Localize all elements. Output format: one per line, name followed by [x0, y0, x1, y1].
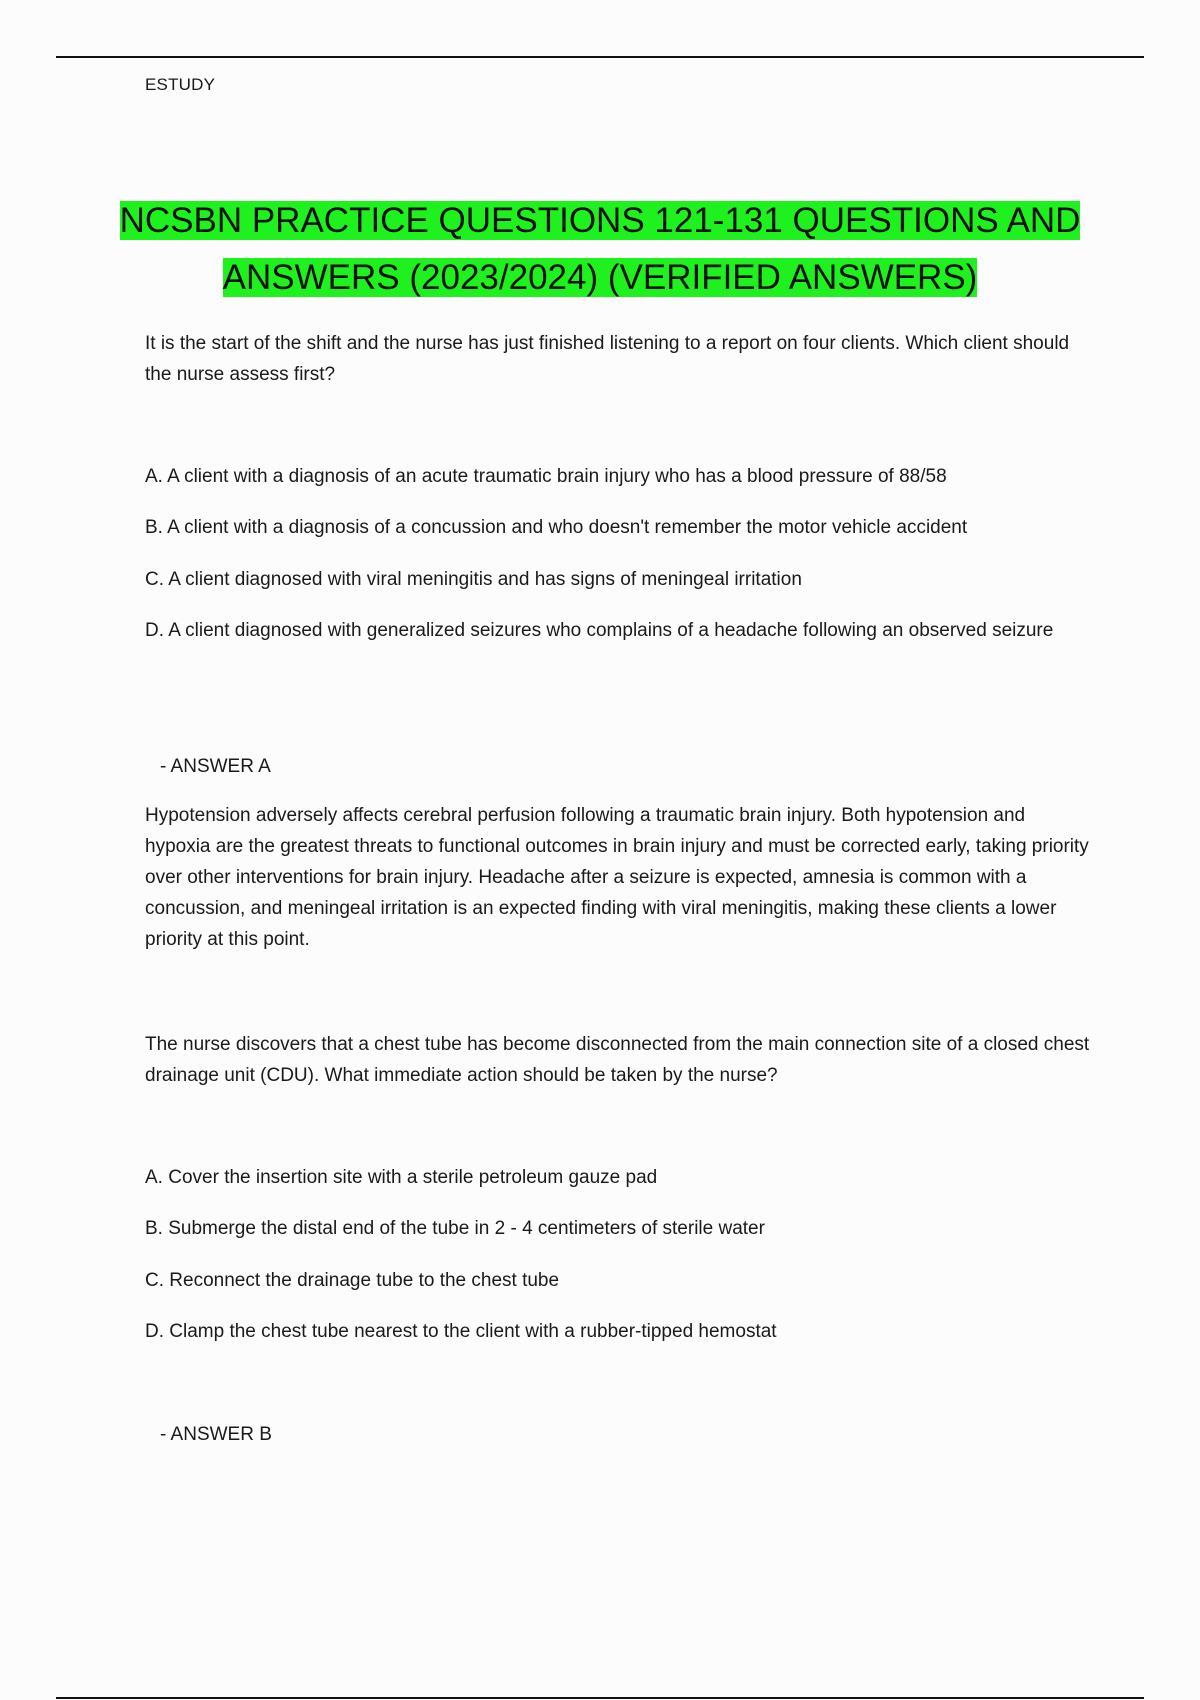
question-2-option-b: B. Submerge the distal end of the tube in 2 - 4 centimeters of sterile water: [145, 1218, 765, 1239]
question-2-option-c: C. Reconnect the drainage tube to the chest tube: [145, 1270, 560, 1291]
header-label: ESTUDY: [145, 75, 216, 94]
question-1-stem: It is the start of the shift and the nurse has just finished listening to a report on four clients. Which client should the nurse assess first?: [145, 333, 1070, 385]
question-1-option-a: A. A client with a diagnosis of an acute traumatic brain injury who has a blood pressure of 88/58: [145, 466, 947, 487]
question-2-option-d: D. Clamp the chest tube nearest to the client with a rubber-tipped hemostat: [145, 1321, 777, 1342]
title-line-1: NCSBN PRACTICE QUESTIONS 121-131 QUESTIONS AND: [119, 201, 1081, 240]
title-line-2: ANSWERS (2023/2024) (VERIFIED ANSWERS): [222, 258, 978, 297]
page-title: [100, 192, 1100, 306]
question-1-option-d: D. A client diagnosed with generalized seizures who complains of a headache following an observed seizure: [145, 620, 1054, 641]
question-1-rationale: Hypotension adversely affects cerebral perfusion following a traumatic brain injury. Both hypotension and hypoxia are the greatest threats to functional outcomes in brain injury and must be corrected early, taking priority over other interventions for brain injury. Headache after a seizure is expected, amnesia is common with a concussion, and meningeal irritation is an expected finding with viral meningitis, making these clients a lower priority at this point.: [145, 805, 1089, 950]
question-1-answer: - ANSWER A: [160, 756, 271, 777]
question-2-stem: The nurse discovers that a chest tube has become disconnected from the main connection site of a closed chest drainage unit (CDU). What immediate action should be taken by the nurse?: [145, 1034, 1090, 1086]
bottom-rule: [56, 1697, 1144, 1699]
question-1-option-b: B. A client with a diagnosis of a concussion and who doesn't remember the motor vehicle accident: [145, 517, 968, 538]
question-2-option-a: A. Cover the insertion site with a sterile petroleum gauze pad: [145, 1167, 658, 1188]
question-1-option-c: C. A client diagnosed with viral meningitis and has signs of meningeal irritation: [145, 569, 802, 590]
top-rule: [56, 56, 1144, 58]
question-2-answer: - ANSWER B: [160, 1424, 272, 1445]
